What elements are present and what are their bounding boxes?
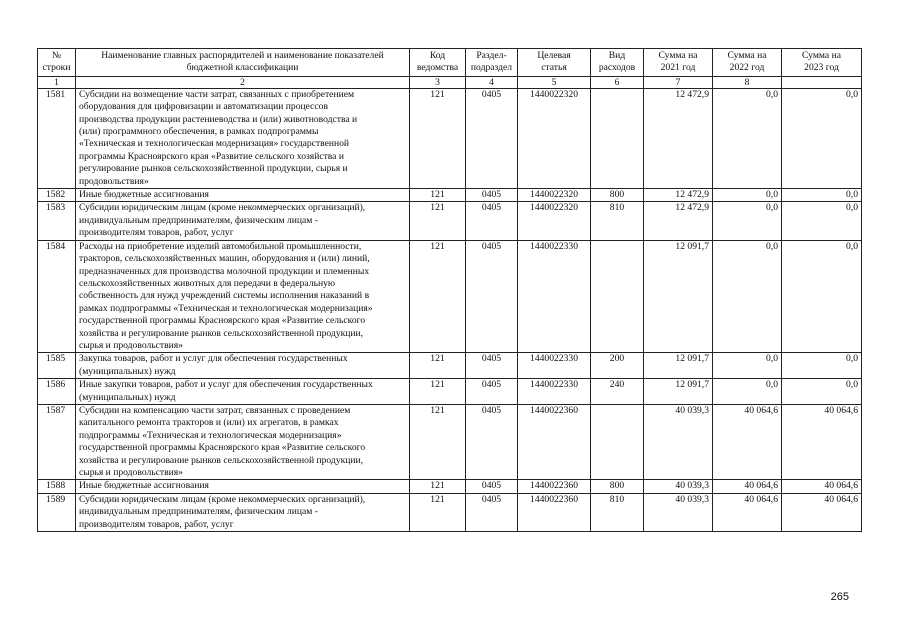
row-name xyxy=(76,189,410,202)
row-section: 0405 xyxy=(466,240,518,353)
column-number xyxy=(782,76,862,88)
table-row xyxy=(38,404,862,479)
row-sum-2022: 0,0 xyxy=(713,88,782,188)
row-name-line: тракторов, сельскохозяйственных машин, оборудования и (или) линий, xyxy=(79,253,370,265)
column-number: 3 xyxy=(410,76,466,88)
row-target: 1440022320 xyxy=(518,189,591,202)
row-name-line: государственной программы Красноярского края «Развитие сельского xyxy=(79,315,366,327)
row-sum-2021: 40 039,3 xyxy=(644,480,713,493)
row-name xyxy=(76,240,410,353)
row-sum-2022: 0,0 xyxy=(713,189,782,202)
row-type: 800 xyxy=(591,189,644,202)
row-code: 121 xyxy=(410,493,466,531)
row-type: 810 xyxy=(591,493,644,531)
row-name-line: Субсидии на компенсацию части затрат, связанных с проведением xyxy=(79,404,351,416)
header-col-type: Вид расходов xyxy=(591,49,644,77)
row-number: 1588 xyxy=(38,480,76,493)
row-code: 121 xyxy=(410,404,466,479)
header-col-target: Целевая статья xyxy=(518,49,591,77)
row-sum-2022: 40 064,6 xyxy=(713,493,782,531)
column-number-row xyxy=(38,76,862,88)
row-code: 121 xyxy=(410,240,466,353)
column-number: 7 xyxy=(644,76,713,88)
row-name-line: рамках подпрограммы «Техническая и технологическая модернизация» xyxy=(79,302,373,314)
row-section: 0405 xyxy=(466,480,518,493)
row-target: 1440022330 xyxy=(518,240,591,353)
table-row xyxy=(38,88,862,188)
row-name-line: подпрограммы «Техническая и технологическая модернизация» xyxy=(79,429,342,441)
row-section: 0405 xyxy=(466,404,518,479)
header-col-2021: Сумма на 2021 год xyxy=(644,49,713,77)
row-code: 121 xyxy=(410,88,466,188)
row-number: 1581 xyxy=(38,88,76,188)
row-target: 1440022360 xyxy=(518,404,591,479)
row-sum-2021: 12 472,9 xyxy=(644,189,713,202)
budget-table xyxy=(37,48,862,532)
row-code: 121 xyxy=(410,202,466,240)
column-number: 1 xyxy=(38,76,76,88)
row-target: 1440022360 xyxy=(518,493,591,531)
row-number: 1589 xyxy=(38,493,76,531)
row-name xyxy=(76,404,410,479)
row-name-line: сельскохозяйственных животных для передачи в федеральную xyxy=(79,277,336,289)
row-name-line: предназначенных для производства молочной продукции и племенных xyxy=(79,265,370,277)
row-name-line: Субсидии юридическим лицам (кроме некоммерческих организаций), xyxy=(79,202,366,214)
row-section: 0405 xyxy=(466,189,518,202)
row-target: 1440022330 xyxy=(518,379,591,405)
row-sum-2021: 40 039,3 xyxy=(644,404,713,479)
row-sum-2023: 0,0 xyxy=(782,189,862,202)
row-target: 1440022320 xyxy=(518,202,591,240)
row-sum-2021: 12 091,7 xyxy=(644,353,713,379)
row-code: 121 xyxy=(410,480,466,493)
table-row xyxy=(38,240,862,353)
row-code: 121 xyxy=(410,353,466,379)
row-sum-2023: 0,0 xyxy=(782,379,862,405)
budget-table-wrapper xyxy=(37,48,861,532)
row-name-line: сырья и продовольствия» xyxy=(79,339,183,351)
row-sum-2022: 0,0 xyxy=(713,353,782,379)
row-name xyxy=(76,353,410,379)
row-name-line: «Техническая и технологическая модернизация» государственной xyxy=(79,138,350,150)
row-sum-2023: 0,0 xyxy=(782,88,862,188)
row-number: 1585 xyxy=(38,353,76,379)
column-number: 2 xyxy=(76,76,410,88)
row-target: 1440022330 xyxy=(518,353,591,379)
row-name-line: Субсидии на возмещение части затрат, связанных с приобретением xyxy=(79,88,355,100)
row-name-line: производства продукции растениеводства и (или) животноводства и xyxy=(79,113,358,125)
column-number: 4 xyxy=(466,76,518,88)
row-sum-2023: 40 064,6 xyxy=(782,480,862,493)
row-sum-2022: 40 064,6 xyxy=(713,480,782,493)
row-target: 1440022360 xyxy=(518,480,591,493)
row-type: 810 xyxy=(591,202,644,240)
row-name-line: (или) программного обеспечения, в рамках подпрограммы xyxy=(79,126,319,138)
row-sum-2021: 12 091,7 xyxy=(644,240,713,353)
row-name-line: производителям товаров, работ, услуг xyxy=(79,227,234,239)
row-name-line: (муниципальных) нужд xyxy=(79,391,176,403)
row-name-line: индивидуальным предпринимателям, физическим лицам - xyxy=(79,506,318,518)
row-name-line: Иные закупки товаров, работ и услуг для обеспечения государственных xyxy=(79,379,373,391)
row-sum-2021: 12 091,7 xyxy=(644,379,713,405)
row-type xyxy=(591,240,644,353)
row-number: 1587 xyxy=(38,404,76,479)
table-body xyxy=(38,88,862,531)
column-number: 5 xyxy=(518,76,591,88)
header-col-2023: Сумма на 2023 год xyxy=(782,49,862,77)
header-col-2022: Сумма на 2022 год xyxy=(713,49,782,77)
row-name-line: программы Красноярского края «Развитие сельского хозяйства и xyxy=(79,150,344,162)
row-sum-2023: 0,0 xyxy=(782,353,862,379)
row-name-line: сырья и продовольствия» xyxy=(79,467,183,478)
header-col-section: Раздел- подраздел xyxy=(466,49,518,77)
row-sum-2023: 0,0 xyxy=(782,240,862,353)
row-number: 1586 xyxy=(38,379,76,405)
row-sum-2021: 12 472,9 xyxy=(644,88,713,188)
table-header-row xyxy=(38,49,862,77)
row-sum-2022: 0,0 xyxy=(713,379,782,405)
row-sum-2022: 40 064,6 xyxy=(713,404,782,479)
row-name-line: (муниципальных) нужд xyxy=(79,365,176,377)
row-name-line: производителям товаров, работ, услуг xyxy=(79,518,234,530)
row-code: 121 xyxy=(410,189,466,202)
row-section: 0405 xyxy=(466,379,518,405)
table-row xyxy=(38,480,862,493)
column-number: 8 xyxy=(713,76,782,88)
header-col-code: Код ведомства xyxy=(410,49,466,77)
table-row xyxy=(38,189,862,202)
row-type xyxy=(591,88,644,188)
row-sum-2021: 12 472,9 xyxy=(644,202,713,240)
row-section: 0405 xyxy=(466,353,518,379)
header-col-no: № строки xyxy=(38,49,76,77)
table-row xyxy=(38,202,862,240)
row-name xyxy=(76,88,410,188)
page-number: 265 xyxy=(830,591,849,603)
row-type: 200 xyxy=(591,353,644,379)
row-type xyxy=(591,404,644,479)
row-name-line: собственность для нужд учреждений системы исполнения наказаний в xyxy=(79,290,370,302)
row-name-line: регулирование рынков сельскохозяйственной продукции, сырья и xyxy=(79,163,348,175)
row-sum-2021: 40 039,3 xyxy=(644,493,713,531)
row-name-line: Субсидии юридическим лицам (кроме некоммерческих организаций), xyxy=(79,493,366,505)
row-name-line: индивидуальным предпринимателям, физическим лицам - xyxy=(79,214,318,226)
row-number: 1583 xyxy=(38,202,76,240)
row-target: 1440022320 xyxy=(518,88,591,188)
row-sum-2023: 40 064,6 xyxy=(782,493,862,531)
row-type: 240 xyxy=(591,379,644,405)
row-name xyxy=(76,379,410,405)
table-row xyxy=(38,379,862,405)
row-type: 800 xyxy=(591,480,644,493)
row-code: 121 xyxy=(410,379,466,405)
row-name-line: Расходы на приобретение изделий автомобильной промышленности, xyxy=(79,240,362,252)
row-sum-2022: 0,0 xyxy=(713,240,782,353)
row-number: 1584 xyxy=(38,240,76,353)
row-name-line: хозяйства и регулирование рынков сельскохозяйственной продукции, xyxy=(79,327,364,339)
row-name-line: оборудования для цифровизации и автоматизации процессов xyxy=(79,101,328,113)
row-sum-2022: 0,0 xyxy=(713,202,782,240)
row-name-line: Иные бюджетные ассигнования xyxy=(79,189,209,201)
column-number: 6 xyxy=(591,76,644,88)
row-name-line: Иные бюджетные ассигнования xyxy=(79,480,209,492)
row-number: 1582 xyxy=(38,189,76,202)
row-name xyxy=(76,202,410,240)
row-name-line: хозяйства и регулирование рынков сельскохозяйственной продукции, xyxy=(79,454,364,466)
row-name-line: капитального ремонта тракторов и (или) их агрегатов, в рамках xyxy=(79,417,339,429)
row-name-line: продовольствия» xyxy=(79,175,149,187)
table-row xyxy=(38,353,862,379)
row-name xyxy=(76,480,410,493)
header-col-name: Наименование главных распорядителей и наименование показателей бюджетной классификации xyxy=(76,49,410,77)
row-name-line: государственной программы Красноярского края «Развитие сельского xyxy=(79,442,366,454)
row-name-line: Закупка товаров, работ и услуг для обеспечения государственных xyxy=(79,353,348,365)
row-section: 0405 xyxy=(466,493,518,531)
row-sum-2023: 0,0 xyxy=(782,202,862,240)
table-row xyxy=(38,493,862,531)
row-sum-2023: 40 064,6 xyxy=(782,404,862,479)
row-section: 0405 xyxy=(466,202,518,240)
row-name xyxy=(76,493,410,531)
row-section: 0405 xyxy=(466,88,518,188)
